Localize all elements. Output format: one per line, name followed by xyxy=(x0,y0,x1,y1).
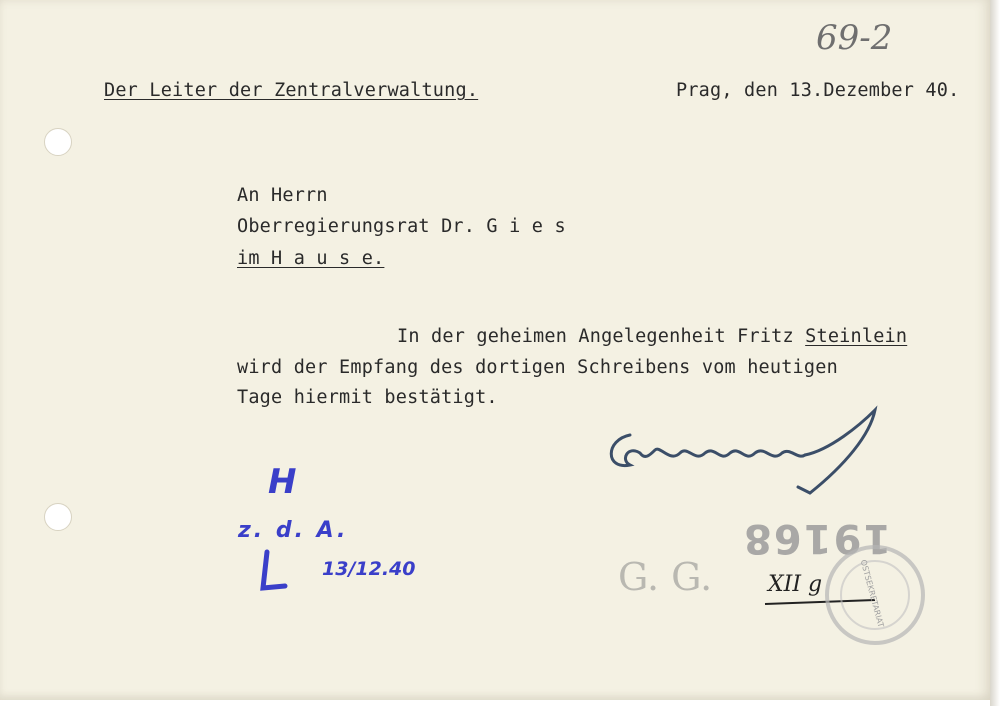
recipient-line-3: im H a u s e. xyxy=(237,248,385,269)
recipient-line-2: Oberregierungsrat Dr. G i e s xyxy=(237,216,566,237)
stamp-number: 19168 xyxy=(742,515,892,561)
round-stamp xyxy=(820,540,930,650)
pencil-file-number: 69-2 xyxy=(816,18,893,58)
body-line-1 xyxy=(397,326,907,347)
body-line-1-prefix: In der geheimen Angelegenheit Fritz xyxy=(397,326,806,347)
signature xyxy=(600,405,900,515)
body-line-3: Tage hiermit bestätigt. xyxy=(237,387,498,408)
page-edge xyxy=(990,0,1000,706)
blue-date: 13/12.40 xyxy=(322,558,416,580)
stamp-abbr: G. G. xyxy=(618,555,713,599)
body-line-2: wird der Empfang des dortigen Schreibens vom heutigen xyxy=(237,357,838,378)
stamp-section: XII g xyxy=(768,572,823,597)
blue-check-mark xyxy=(255,548,295,598)
body-name-steinlein: Steinlein xyxy=(805,326,908,347)
place-date: Prag, den 13.Dezember 40. xyxy=(676,80,960,101)
blue-initial: H xyxy=(268,462,297,502)
sender-heading: Der Leiter der Zentralverwaltung. xyxy=(104,80,479,101)
round-stamp-text: OSTSEKRETARIAT xyxy=(858,558,886,629)
punch-hole-bottom xyxy=(44,503,72,531)
blue-abbr: z. d. A. xyxy=(238,518,349,543)
punch-hole-top xyxy=(44,128,72,156)
recipient-line-1: An Herrn xyxy=(237,185,328,206)
